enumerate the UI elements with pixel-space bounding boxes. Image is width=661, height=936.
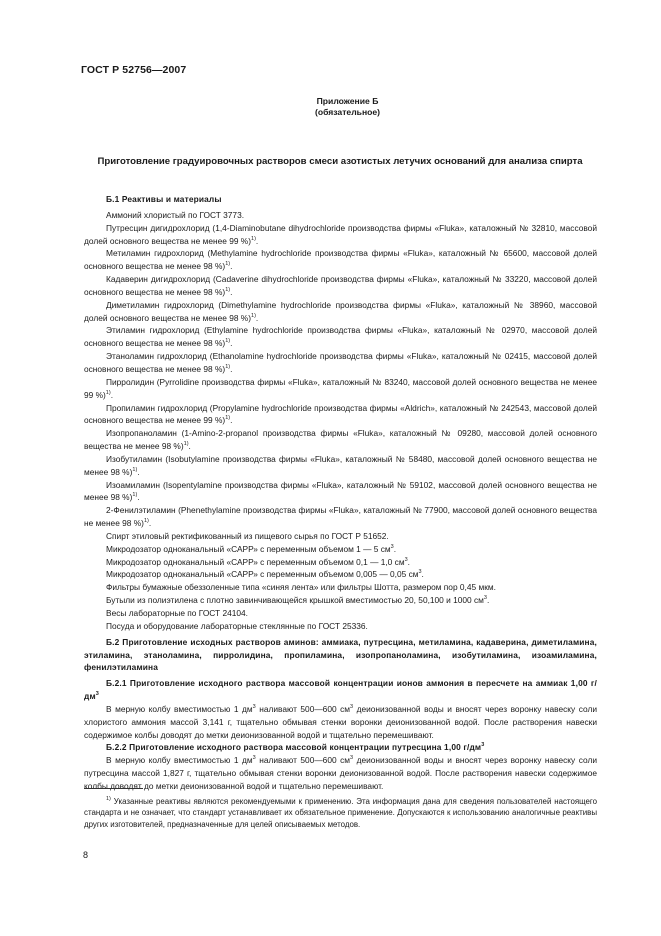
list-item: Этаноламин гидрохлорид (Ethanolamine hydrochloride производства фирмы «Fluka», каталожный № 02415, массовой долей основного вещества не менее 98 %)$^{1)}$.	[84, 351, 597, 374]
list-item: Диметиламин гидрохлорид (Dimethylamine hydrochloride производства фирмы «Fluka», каталожный № 38960, массовой долей основного вещества не менее 98 %)$^{1)}$.	[84, 299, 597, 323]
list-item: Фильтры бумажные обеззоленные типа «синяя лента» или фильтры Шотта, размером пор 0,45 мкм.	[106, 582, 496, 593]
page-number: 8	[83, 850, 89, 860]
list-item: Аммоний хлористый по ГОСТ 3773.	[106, 209, 245, 220]
footnote-ref: 1)	[251, 235, 256, 242]
footnote-ref: 1)	[183, 441, 189, 448]
section-b2-heading: Б.2 Приготовление исходных растворов аминов: аммиака, путресцина, метиламина, кадаверина, диметиламина, этиламина, этаноламина, пирролидина, пропиламина, изопропаноламина, изобутиламина, изоамиламина, фенилэтиламина	[84, 636, 597, 673]
list-item: Посуда и оборудование лабораторные стеклянные по ГОСТ 25336.	[106, 620, 368, 631]
footnote-ref: 1)	[143, 518, 149, 525]
section-b21-heading: Б.2.1 Приготовление исходного раствора массовой концентрации ионов аммония в пересчете на аммиак 1,00 $г/дм^3$	[84, 678, 597, 702]
footnote-ref: 1)	[251, 312, 256, 319]
superscript-3: 3	[483, 595, 487, 602]
appendix-label: Приложение Б	[316, 96, 379, 106]
list-item: Путресцин дигидрохлорид (1,4-Diaminobutane dihydrochloride производства фирмы «Fluka», каталожный № 32810, массовой долей основного вещества не менее 99 %)$^{1)}$.	[84, 222, 597, 246]
list-item: Этиламин гидрохлорид (Ethylamine hydrochloride производства фирмы «Fluka», каталожный № 02970, массовой долей основного вещества не менее 98 %)$^{1)}$.	[84, 325, 597, 349]
footnote-mark: 1)	[106, 796, 111, 802]
footnote-divider	[84, 788, 143, 789]
superscript-3: 3	[481, 742, 485, 749]
superscript-3: 3	[404, 556, 408, 563]
footnote-ref: 1)	[225, 261, 231, 268]
list-item: Спирт этиловый ректификованный из пищевого сырья по ГОСТ Р 51652.	[106, 530, 389, 541]
list-item: Микродозатор одноканальный «САРР» с переменным объемом 0,1 — 1,0 $см^3$.	[106, 556, 410, 567]
list-item: 2-Фенилэтиламин (Phenethylamine производства фирмы «Fluka», каталожный № 77900, массовой долей основного вещества не менее 98 %)$^{1)}$.	[84, 505, 597, 529]
footnote-ref: 1)	[225, 415, 231, 422]
section-b22-text: В мерную колбу вместимостью 1 $дм^3$ наливают 500—600 $см^3$ деионизованной воды и вносят через воронку навеску соли путресцина массой 1,827 г, тщательно обмывая стенки воронки деионизованной водой. После растворения навески содержимое колбы доводят до метки деионизованной водой и тщательно перемешивают.	[84, 755, 597, 791]
footnote-ref: 1)	[225, 286, 231, 293]
appendix-title: Приготовление градуировочных растворов смеси азотистых летучих оснований для анализа спирта	[97, 156, 583, 167]
footnote-ref: 1)	[132, 466, 138, 473]
list-item: Метиламин гидрохлорид (Methylamine hydrochloride производства фирмы «Fluka», каталожный № 65600, массовой долей основного вещества не менее 98 %)$^{1)}$.	[84, 248, 597, 272]
standard-header: ГОСТ Р 52756—2007	[81, 64, 187, 76]
list-item: Пирролидин (Pyrrolidine производства фирмы «Fluka», каталожный № 83240, массовой долей основного вещества не менее 99 %)$^{1)}$.	[84, 376, 597, 400]
superscript-3: 3	[252, 755, 256, 762]
superscript-3: 3	[252, 703, 256, 710]
superscript-3: 3	[350, 755, 354, 762]
superscript-3: 3	[418, 569, 422, 576]
section-b1-heading: Б.1 Реактивы и материалы	[106, 194, 222, 204]
list-item: Микродозатор одноканальный «САРР» с переменным объемом 0,005 — 0,05 $см^3$.	[106, 569, 424, 580]
list-item: Изобутиламин (Isobutylamine производства фирмы «Fluka», каталожный № 58480, массовой долей основного вещества не менее 98 %)$^{1)}$.	[84, 453, 597, 477]
footnote-ref: 1)	[132, 492, 138, 499]
footnote-ref: 1)	[225, 363, 231, 370]
appendix-status: (обязательное)	[314, 107, 381, 117]
section-b22-heading: Б.2.2 Приготовление исходного раствора массовой концентрации путресцина 1,00 $г/дм^3$	[106, 742, 485, 753]
superscript-3: 3	[390, 543, 394, 550]
section-b21-text: В мерную колбу вместимостью 1 $дм^3$ наливают 500—600 $см^3$ деионизованной воды и вносят через воронку навеску соли хлористого аммония массой 3,141 г, тщательно обмывая стенки воронки деионизованной водой. После растворения навески содержимое колбы доводят до метки деионизованной водой и тщательно перемешивают.	[84, 703, 597, 740]
appendix-label-block	[0, 96, 661, 118]
footnote-ref: 1)	[105, 389, 111, 396]
list-item: Изопропаноламин (1-Amino-2-propanol производства фирмы «Fluka», каталожный № 09280, массовой долей основного вещества не менее 98 %)$^{1)}$.	[84, 428, 597, 452]
superscript-3: 3	[350, 703, 354, 710]
footnote	[84, 796, 597, 830]
list-item: Микродозатор одноканальный «САРР» с переменным объемом 1 — 5 $см^3$.	[106, 543, 397, 554]
list-item: Пропиламин гидрохлорид (Propylamine hydrochloride производства фирмы «Aldrich», каталожный № 242543, массовой долей основного вещества не менее 99 %)$^{1)}$.	[84, 402, 597, 426]
list-item: Кадаверин дигидрохлорид (Cadaverine dihydrochloride производства фирмы «Fluka», каталожный № 33220, массовой долей основного вещества не менее 98 %)$^{1)}$.	[84, 274, 597, 297]
footnote-text: Указанные реактивы являются рекомендуемыми к применению. Эта информация дана для сведения пользователей настоящего стандарта и не означает, что стандарт устанавливает их обязательное применение. Допускаются к использованию аналогичные реактивы других изготовителей, предназначенные для целей описываемых методов.	[84, 797, 597, 829]
footnote-ref: 1)	[225, 338, 231, 345]
list-item: Бутыли из полиэтилена с плотно завинчивающейся крышкой вместимостью 20, 50,100 и 1000 $см^3$.	[106, 595, 490, 606]
document-body	[84, 193, 597, 793]
list-item: Изоамиламин (Isopentylamine производства фирмы «Fluka», каталожный № 59102, массовой долей основного вещества не менее 98 %)$^{1)}$.	[84, 479, 597, 503]
superscript-3: 3	[95, 691, 99, 698]
list-item: Весы лабораторные по ГОСТ 24104.	[106, 608, 248, 618]
